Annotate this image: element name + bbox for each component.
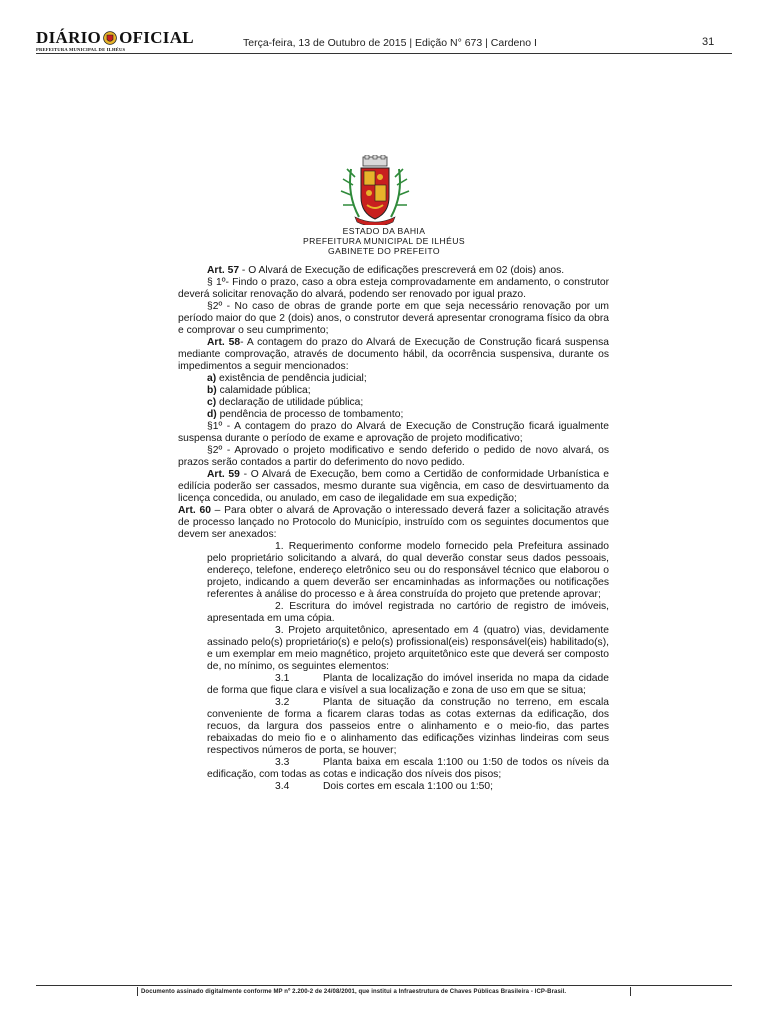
municipal-seal-icon	[103, 31, 117, 45]
art58-paragraph1: §1º - A contagem do prazo do Alvará de Execução de Construção ficará igualmente suspensa durante o período de exame e aprovação de projeto modificativo;	[178, 421, 609, 444]
office-prefecture: PREFEITURA MUNICIPAL DE ILHÉUS	[303, 236, 465, 246]
page-number: 31	[702, 36, 715, 48]
masthead-title-left: DIÁRIO	[36, 28, 102, 47]
art60	[178, 505, 609, 541]
digital-signature-notice: Documento assinado digitalmente conforme MP nº 2.200-2 de 24/08/2001, que institui a Infraestrutura de Chaves Públicas Brasileira - ICP-Brasil.	[141, 989, 567, 995]
art58-list	[207, 373, 609, 421]
footer-divider	[36, 985, 732, 986]
art57	[178, 265, 609, 277]
office-cabinet: GABINETE DO PREFEITO	[328, 246, 440, 256]
masthead-title-right: OFICIAL	[119, 28, 194, 47]
art57-label: Art. 57	[207, 265, 240, 276]
art57-paragraph2: §2º - No caso de obras de grande porte em que seja necessário renovação por um período maior do que 2 (dois) anos, o construtor deverá apresentar cronograma físico da obra e comprovar o seu cumprimento;	[178, 301, 609, 336]
coat-of-arms-icon	[339, 155, 411, 225]
header-divider	[36, 53, 732, 54]
sub-item-3-4: 3.4 Dois cortes em escala 1:100 ou 1:50;	[275, 781, 493, 792]
art59	[178, 469, 609, 505]
art60-items	[207, 541, 609, 793]
art58	[178, 337, 609, 373]
sub-item-3-3: 3.3 Planta baixa em escala 1:100 ou 1:50 de todos os níveis da edificação, com todas as cotas e indicação dos níveis dos pisos;	[207, 757, 609, 780]
sub-item-3-1: 3.1 Planta de localização do imóvel inserida no mapa da cidade de forma que fique clara e visível a sua localização e zona de uso em que se situa;	[207, 673, 609, 696]
art57-text: - O Alvará de Execução de edificações prescreverá em 02 (dois) anos.	[239, 265, 565, 276]
document-body	[178, 265, 609, 793]
art60-text: – Para obter o alvará de Aprovação o interessado deverá fazer a solicitação através de processo lançado no Protocolo do Município, instruído com os seguintes documentos que devem ser anexados:	[178, 505, 609, 540]
list-item-3: 3. Projeto arquitetônico, apresentado em 4 (quatro) vias, devidamente assinado pelo(s) proprietário(s) e pelo(s) profissional(eis) responsável(eis) habilitado(s), e um exemplar em meio magnético, projeto arquitetônico este que deverá ser composto de, no mínimo, os seguintes elementos:	[207, 625, 609, 672]
art58-label: Art. 58	[207, 337, 241, 348]
page-header	[0, 0, 768, 58]
art60-label: Art. 60	[178, 505, 211, 516]
art58-text: - A contagem do prazo do Alvará de Execução de Construção ficará suspensa mediante comprovação, através de documento hábil, da ocorrência suspensiva, durante os impedimentos a seguir mencionados:	[178, 337, 609, 372]
art57-paragraph1: § 1º- Findo o prazo, caso a obra esteja comprovadamente em andamento, o construtor deverá solicitar renovação do alvará, podendo ser renovado por igual prazo.	[178, 277, 609, 300]
masthead-logo	[36, 30, 194, 52]
art59-label: Art. 59	[207, 469, 240, 480]
footer-tick-right	[630, 987, 631, 996]
art58-paragraph2: §2º - Aprovado o projeto modificativo e sendo deferido o pedido de novo alvará, os prazos serão contados a partir do deferimento do novo pedido.	[178, 445, 609, 468]
issue-info: Terça-feira, 13 de Outubro de 2015 | Edição N° 673 | Cardeno I	[243, 37, 537, 49]
masthead-subtitle: PREFEITURA MUNICIPAL DE ILHÉUS	[36, 47, 126, 52]
list-item: c) declaração de utilidade pública;	[207, 397, 364, 408]
office-state: ESTADO DA BAHIA	[342, 226, 426, 236]
list-item-1: 1. Requerimento conforme modelo fornecido pela Prefeitura assinado pelo proprietário solicitando a alvará, do qual deverão constar seus dados pessoais, endereço, telefone, endereço eletrônico seu ou do responsável técnico que elaborou o projeto, indicando a quem deverão ser encaminhadas as informações ou notificações referentes à análise do processo e à área construída do projeto que pretende aprovar;	[207, 541, 609, 600]
art59-text: - O Alvará de Execução, bem como a Certidão de conformidade Urbanística e edilícia poderão ser cassados, mesmo durante sua vigência, em caso de desvirtuamento da licença concedida, ou anulado, em caso de ilegalidade em sua expedição;	[178, 469, 609, 504]
sub-item-3-2: 3.2 Planta de situação da construção no terreno, em escala conveniente de forma a ficarem claras todas as cotas externas da edificação, dos recuos, da largura dos passeios entre o alinhamento e o meio-fio, das partes rebaixadas do meio fio e o alinhamento das edificações vizinhas lindeiras com seus respectivos números de porta, se houver;	[207, 697, 609, 756]
list-item: a) existência de pendência judicial;	[207, 373, 367, 384]
list-item: d) pendência de processo de tombamento;	[207, 409, 404, 420]
list-item-2: 2. Escritura do imóvel registrada no cartório de registro de imóveis, apresentada em uma cópia.	[207, 601, 609, 624]
list-item: b) calamidade pública;	[207, 385, 311, 396]
office-heading	[200, 226, 568, 256]
footer-tick-left	[137, 987, 138, 996]
